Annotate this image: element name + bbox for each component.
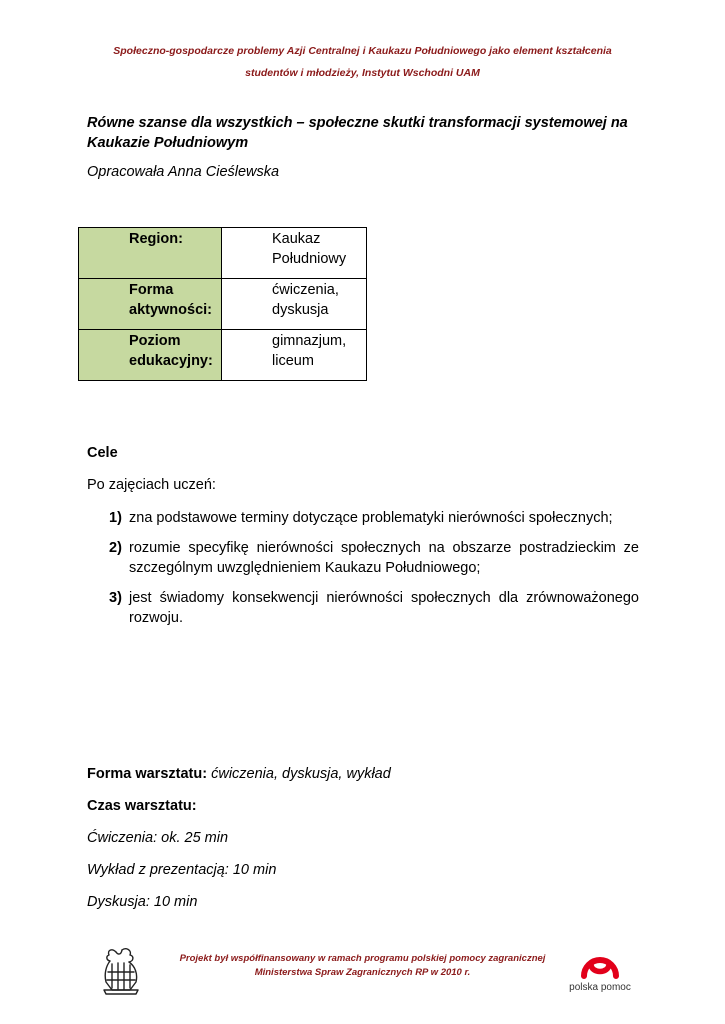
value-text: liceum	[272, 353, 314, 369]
table-row	[79, 228, 367, 279]
footer-line-1: Projekt był współfinansowany w ramach programu polskiej pomocy zagranicznej	[179, 953, 546, 964]
institute-logo-icon	[98, 944, 144, 996]
list-item-text: zna podstawowe terminy dotyczące problematyki nierówności społecznych;	[129, 510, 613, 526]
time-item-exercises	[87, 830, 228, 846]
info-table	[78, 227, 367, 381]
label-text: Region:	[129, 231, 183, 247]
value-text: Kaukaz	[272, 231, 321, 247]
workshop-time-label: Czas warsztatu:	[87, 798, 197, 814]
polska-pomoc-text: polska pomoc	[569, 982, 631, 993]
label-text: aktywności:	[129, 302, 212, 318]
footer-line-2: Ministerstwa Spraw Zagranicznych RP w 2010 r.	[254, 967, 471, 978]
table-label-cell	[79, 279, 222, 330]
polska-pomoc-logo-icon	[568, 946, 632, 982]
list-item-number: 3)	[109, 590, 122, 606]
goals-heading: Cele	[87, 445, 118, 461]
workshop-time-line	[87, 798, 197, 814]
table-label-cell	[79, 228, 222, 279]
list-item-number: 2)	[109, 540, 122, 556]
workshop-form-line	[87, 766, 391, 782]
list-item	[87, 538, 639, 578]
label-text: edukacyjny:	[129, 353, 213, 369]
label-text: Poziom	[129, 333, 181, 349]
list-item-text: jest świadomy konsekwencji nierówności społecznych dla zrównoważonego rozwoju.	[129, 590, 639, 626]
table-row	[79, 330, 367, 381]
table-value-cell	[222, 279, 367, 330]
time-item-lecture	[87, 862, 276, 878]
list-item	[87, 508, 639, 528]
page-header	[60, 40, 665, 84]
workshop-form-value: ćwiczenia, dyskusja, wykład	[211, 766, 391, 782]
table-value-cell	[222, 228, 367, 279]
list-item	[87, 588, 639, 628]
table-label-cell	[79, 330, 222, 381]
value-text: dyskusja	[272, 302, 329, 318]
document-title: Równe szanse dla wszystkich – społeczne skutki transformacji systemowej na Kaukazie Południowym	[87, 115, 628, 151]
author-line: Opracowała Anna Cieślewska	[87, 164, 280, 180]
table-row	[79, 279, 367, 330]
header-line-1: Społeczno-gospodarcze problemy Azji Centralnej i Kaukazu Południowego jako element kształcenia	[113, 45, 612, 57]
polska-pomoc-logo	[568, 946, 632, 998]
time-item-text: Ćwiczenia: ok. 25 min	[87, 830, 229, 846]
value-text: ćwiczenia,	[272, 282, 339, 298]
header-line-2: studentów i młodzieży, Instytut Wschodni UAM	[245, 67, 480, 79]
table-value-cell	[222, 330, 367, 381]
footer-text	[160, 952, 565, 980]
workshop-form-label: Forma warsztatu:	[87, 766, 208, 782]
list-item-text: rozumie specyfikę nierówności społecznych na obszarze postradzieckim ze szczególnym uwzględnieniem Kaukazu Południowego;	[129, 540, 639, 576]
value-text: gimnazjum,	[272, 333, 347, 349]
label-text: Forma	[129, 282, 174, 298]
time-item-text: Dyskusja: 10 min	[87, 894, 198, 910]
time-item-discussion	[87, 894, 197, 910]
time-item-text: Wykład z prezentacją: 10 min	[87, 862, 277, 878]
goals-intro: Po zajęciach uczeń:	[87, 477, 216, 493]
list-item-number: 1)	[109, 510, 122, 526]
value-text: Południowy	[272, 251, 347, 267]
goals-list	[87, 508, 639, 638]
